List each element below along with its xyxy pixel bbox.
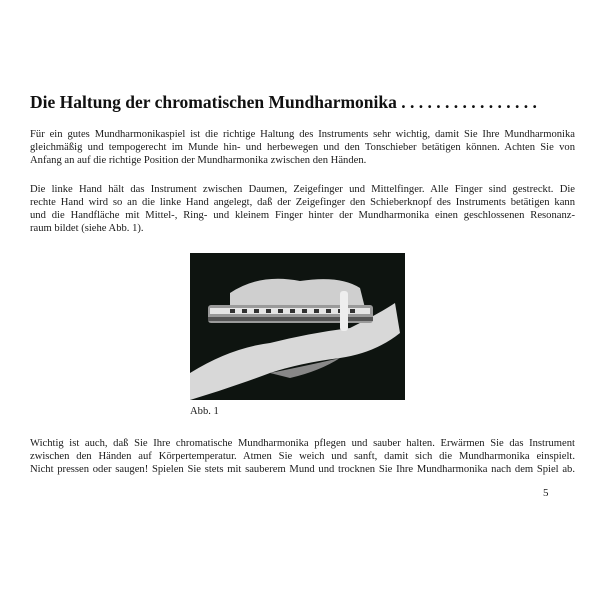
text-line: Wichtig ist auch, daß Sie Ihre chromatische Mundharmonika pflegen und sauber halten. Erwärmen Sie das Instrument xyxy=(30,438,575,449)
text-line: rechte Hand wird so an die linke Hand angelegt, daß der Zeigefinger den Schieberknopf des Instruments betätigen kann xyxy=(30,197,575,208)
text-line: und die Handfläche mit Mittel-, Ring- und kleinem Finger hinter der Mundharmonika einen geschlossenen Resonanz- xyxy=(30,210,575,221)
paragraph-2 xyxy=(30,183,575,235)
text-line: zwischen den Händen auf Körpertemperatur. Atmen Sie weich und sanft, damit sich die Mundharmonika einspielt. xyxy=(30,451,575,462)
page-number: 5 xyxy=(543,487,549,499)
text-line: Für ein gutes Mundharmonikaspiel ist die richtige Haltung des Instruments sehr wichtig, damit Sie Ihre Mundharmonika xyxy=(30,129,575,140)
page-title xyxy=(30,92,575,113)
title-leader-dots: . . . . . . . . . . . . . . . . xyxy=(396,92,537,112)
text-line: raum bildet (siehe Abb. 1). xyxy=(30,223,144,234)
paragraph-1 xyxy=(30,128,575,167)
text-line: Nicht pressen oder saugen! Spielen Sie stets mit sauberem Mund und trocknen Sie Ihre Mundharmonika nach dem Spiel ab. xyxy=(30,464,575,475)
text-line: Die linke Hand hält das Instrument zwischen Daumen, Zeigefinger und Mittelfinger. Alle Finger sind gestreckt. Die xyxy=(30,184,575,195)
figure-caption: Abb. 1 xyxy=(190,406,219,417)
thumb xyxy=(340,291,348,331)
text-line: Anfang an auf die richtige Position der Mundharmonika zwischen den Händen. xyxy=(30,155,367,166)
harmonica-hands-photo xyxy=(190,253,405,400)
paragraph-3 xyxy=(30,437,575,476)
title-text: Die Haltung der chromatischen Mundharmonika xyxy=(30,92,397,112)
text-line: gleichmäßig und tempogerecht im Munde hin- und herbewegen und den Tonschieber betätigen können. Achten Sie von xyxy=(30,142,575,153)
